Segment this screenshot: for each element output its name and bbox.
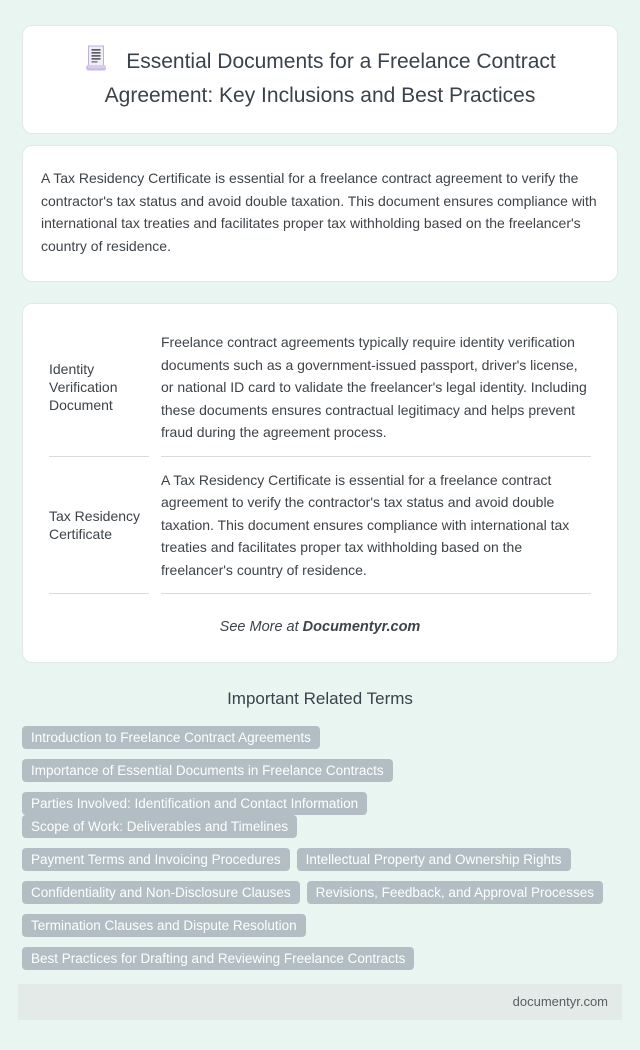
footer-site-label: documentyr.com <box>512 994 608 1009</box>
documents-table-card <box>22 303 618 663</box>
documents-table <box>37 319 603 594</box>
tag-row <box>22 914 618 937</box>
related-term-tag[interactable]: Best Practices for Drafting and Reviewing Freelance Contracts <box>22 947 414 970</box>
page <box>0 25 640 1050</box>
table-row <box>49 319 591 457</box>
page-title <box>51 45 589 111</box>
tag-row <box>22 759 618 782</box>
tag-row <box>22 792 618 838</box>
tag-row <box>22 881 618 904</box>
related-term-tag[interactable]: Confidentiality and Non-Disclosure Clauses <box>22 881 300 904</box>
see-more-site-link[interactable]: Documentyr.com <box>302 619 421 635</box>
related-term-tag[interactable]: Parties Involved: Identification and Contact Information <box>22 792 367 815</box>
tag-row <box>22 848 618 871</box>
intro-text: A Tax Residency Certificate is essential for a freelance contract agreement to verify the contractor's tax status and avoid double taxation. This document ensures compliance with international tax treaties and facilitates proper tax withholding based on the freelancer's country of residence. <box>41 170 597 254</box>
see-more-line <box>37 619 603 635</box>
document-label: Tax Residency Certificate <box>49 457 149 595</box>
related-terms-heading: Important Related Terms <box>227 689 413 708</box>
related-term-tag[interactable]: Scope of Work: Deliverables and Timelines <box>22 815 297 838</box>
page-title-text: Essential Documents for a Freelance Contract Agreement: Key Inclusions and Best Practices <box>104 50 556 107</box>
table-row <box>49 457 591 595</box>
bottom-spacer <box>0 1020 640 1050</box>
related-term-tag[interactable]: Payment Terms and Invoicing Procedures <box>22 848 290 871</box>
intro-card <box>22 145 618 282</box>
related-terms-list <box>22 726 618 970</box>
document-description: Freelance contract agreements typically require identity verification documents such as a government-issued passport, driver's license, or national ID card to validate the freelancer's legal identity. Including these documents ensures contractual legitimacy and helps prevent fraud during the agreement process. <box>161 319 591 457</box>
related-term-tag[interactable]: Intellectual Property and Ownership Rights <box>297 848 571 871</box>
document-description: A Tax Residency Certificate is essential for a freelance contract agreement to verify the contractor's tax status and avoid double taxation. This document ensures compliance with international tax treaties and facilitates proper tax withholding based on the freelancer's country of residence. <box>161 457 591 595</box>
tag-row <box>22 726 618 749</box>
see-more-prefix: See More at <box>219 619 303 635</box>
footer <box>18 984 622 1020</box>
related-term-tag[interactable]: Importance of Essential Documents in Freelance Contracts <box>22 759 393 782</box>
related-term-tag[interactable]: Termination Clauses and Dispute Resolution <box>22 914 306 937</box>
receipt-icon <box>84 45 108 81</box>
tag-row <box>22 947 618 970</box>
related-term-tag[interactable]: Revisions, Feedback, and Approval Processes <box>307 881 603 904</box>
related-term-tag[interactable]: Introduction to Freelance Contract Agreements <box>22 726 320 749</box>
title-card <box>22 25 618 134</box>
document-label: Identity Verification Document <box>49 319 149 457</box>
